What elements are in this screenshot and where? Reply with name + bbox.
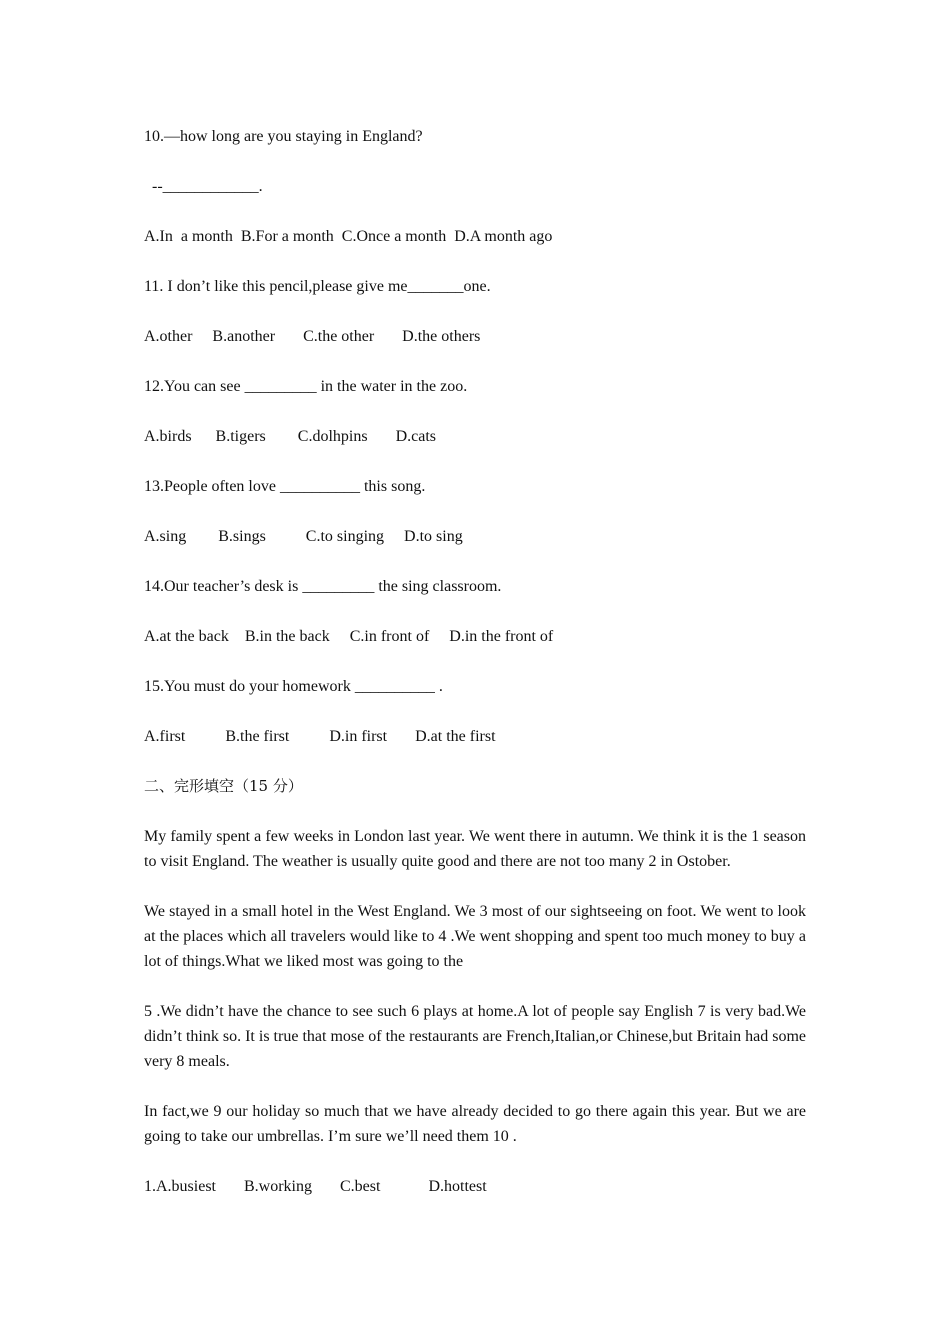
question-15-stem: 15.You must do your homework __________ . xyxy=(144,678,443,695)
question-10-options: A.In a month B.For a month C.Once a month D.A month ago xyxy=(144,228,553,245)
question-14-options: A.at the back B.in the back C.in front of D.in the front of xyxy=(144,628,554,645)
exam-page xyxy=(144,124,806,1224)
question-10-answer-blank: --____________. xyxy=(144,178,263,195)
question-10-stem: 10.—how long are you staying in England? xyxy=(144,128,423,145)
question-15-options: A.first B.the first D.in first D.at the first xyxy=(144,728,496,745)
question-13-options: A.sing B.sings C.to singing D.to sing xyxy=(144,528,463,545)
question-11-options: A.other B.another C.the other D.the others xyxy=(144,328,481,345)
cloze-section-heading: 二、完形填空（15 分） xyxy=(144,777,303,795)
cloze-paragraph-4: In fact,we 9 our holiday so much that we have already decided to go there again this year. But we are going to take our umbrellas. I’m sure we’ll need them 10 . xyxy=(144,1103,806,1145)
cloze-question-1-options: 1.A.busiest B.working C.best D.hottest xyxy=(144,1178,487,1195)
question-14-stem: 14.Our teacher’s desk is _________ the sing classroom. xyxy=(144,578,502,595)
question-11-stem: 11. I don’t like this pencil,please give me_______one. xyxy=(144,278,491,295)
cloze-paragraph-3: 5 .We didn’t have the chance to see such 6 plays at home.A lot of people say English 7 is very bad.We didn’t think so. It is true that mose of the restaurants are French,Italian,or Chinese,but Britain had some very 8 meals. xyxy=(144,1003,806,1070)
cloze-paragraph-1: My family spent a few weeks in London last year. We went there in autumn. We think it is the 1 season to visit England. The weather is usually quite good and there are not too many 2 in Ostober. xyxy=(144,828,806,870)
question-12-options: A.birds B.tigers C.dolhpins D.cats xyxy=(144,428,436,445)
question-12-stem: 12.You can see _________ in the water in the zoo. xyxy=(144,378,468,395)
question-13-stem: 13.People often love __________ this song. xyxy=(144,478,426,495)
cloze-paragraph-2: We stayed in a small hotel in the West England. We 3 most of our sightseeing on foot. We went to look at the places which all travelers would like to 4 .We went shopping and spent too much money to buy a lot of things.What we liked most was going to the xyxy=(144,903,806,970)
